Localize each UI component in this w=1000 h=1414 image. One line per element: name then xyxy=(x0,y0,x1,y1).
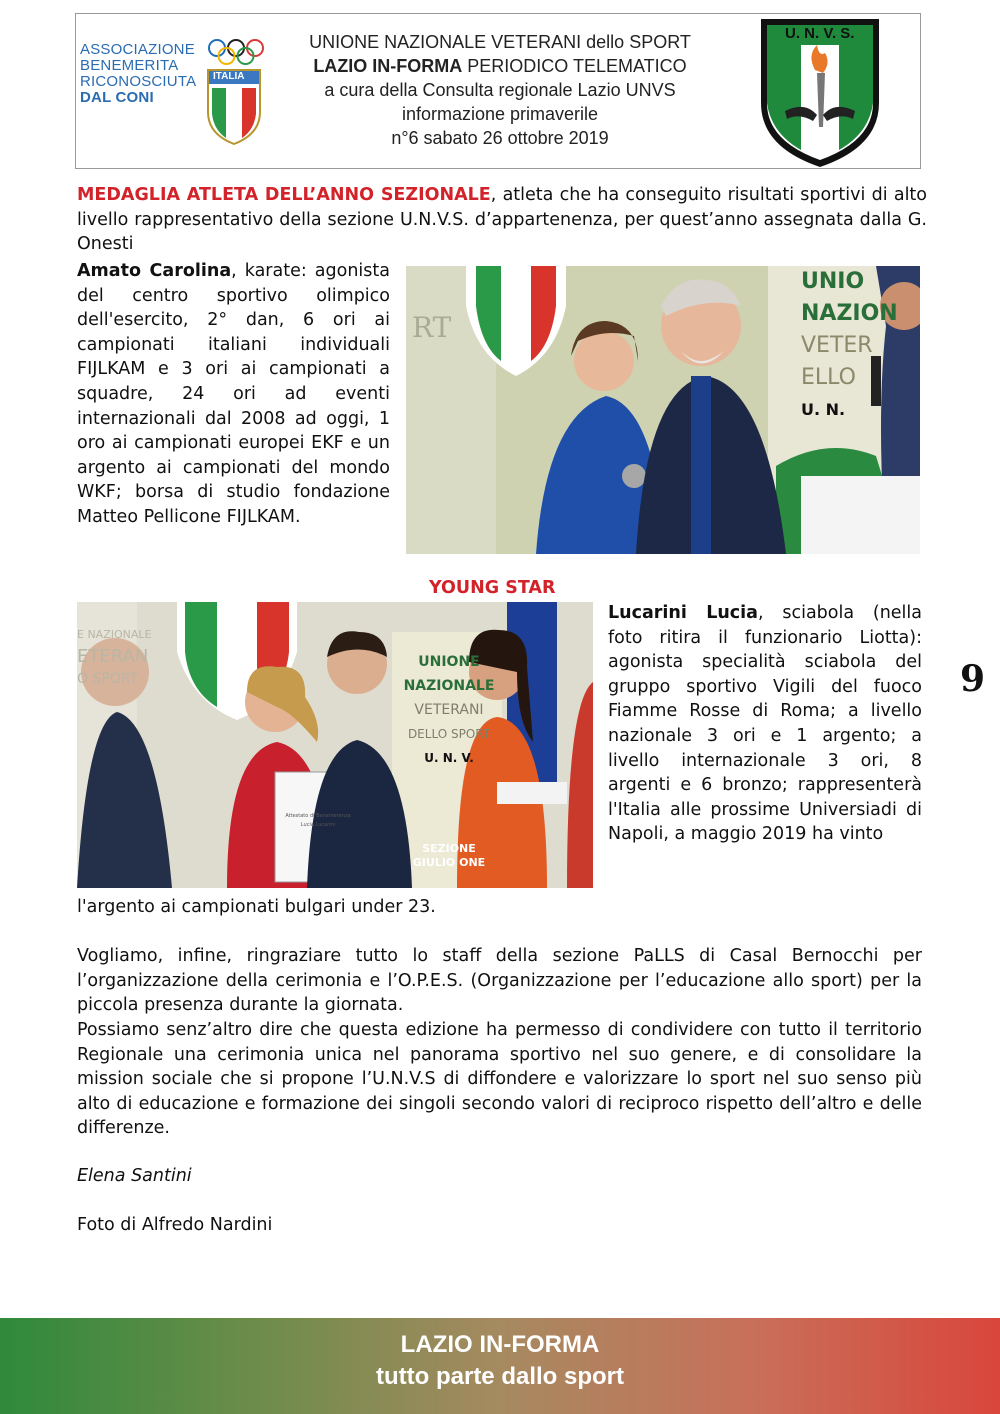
photo2-banner xyxy=(399,650,499,770)
photo2-certificate-name: Lucia Lucarini xyxy=(300,822,336,828)
photo-credit: Foto di Alfredo Nardini xyxy=(77,1215,273,1235)
coni-line-4: DAL CONI xyxy=(80,89,154,106)
young-star-title: YOUNG STAR xyxy=(429,578,556,598)
footer-title: LAZIO IN-FORMA xyxy=(400,1331,600,1358)
photo2-banner-line-2: NAZIONALE xyxy=(403,678,495,694)
header-line-1: UNIONE NAZIONALE VETERANI dello SPORT xyxy=(309,32,691,52)
young-star-heading xyxy=(429,576,589,601)
photo-award-lucarini xyxy=(77,602,593,888)
intro-heading: MEDAGLIA ATLETA DELL’ANNO SEZIONALE xyxy=(77,185,491,205)
photo2-banner-line-4: DELLO SPORT xyxy=(407,727,491,741)
photo2-banner-bottom-2: GIULIO ONE xyxy=(412,856,486,869)
athlete2-continuation: l'argento ai campionati bulgari under 23. xyxy=(77,897,436,917)
closing-paragraph-2: Possiamo senz’altro dire che questa edizione ha permesso di condividere con tutto il territorio Regionale una cerimonia unica nel panorama sportivo nel suo genere, e di consolidare la mission sociale che si propone l’U.N.V.S di diffondere e valorizzare lo sport nel suo senso più alto di educazione e formazione dei singoli secondo valori di reciproco rispetto dell’altro e delle differenze. xyxy=(77,1020,922,1139)
unvs-logo-label: U. N. V. S. xyxy=(785,25,855,42)
coni-text xyxy=(80,42,196,106)
intro-paragraph xyxy=(77,183,927,257)
photo1-wall-text: RT xyxy=(412,311,452,344)
photo2-certificate-title: Attestato di Benemerenza xyxy=(285,813,351,819)
photo2-banner-line-1: UNIONE xyxy=(418,654,480,670)
photo2-banner-bottom xyxy=(399,842,499,870)
coni-line-1: ASSOCIAZIONE xyxy=(80,41,195,58)
intro-text: , atleta che ha conseguito risultati sportivi di alto livello rappresentativo della sezione U.N.V.S. d’appartenenza, per quest’anno assegnata dalla G. Onesti xyxy=(77,185,928,255)
photo1-banner-line-4: ELLO xyxy=(801,365,856,390)
photo2-wall-line-2: ETERAN xyxy=(77,646,149,667)
header-line-2-rest: PERIODICO TELEMATICO xyxy=(462,56,687,76)
photo1-banner-line-2: NAZION xyxy=(801,301,898,326)
photo2-wall-line-1: E NAZIONALE xyxy=(77,628,152,641)
unvs-logo xyxy=(755,15,885,171)
page-number: 9 xyxy=(960,658,986,700)
photo2-certificate xyxy=(277,812,359,830)
photo2-wall-text xyxy=(77,624,151,690)
header-line-5: n°6 sabato 26 ottobre 2019 xyxy=(391,128,609,148)
coni-shield-label: ITALIA xyxy=(213,71,245,82)
header-text xyxy=(270,30,730,150)
photo-award-amato xyxy=(406,266,920,554)
athlete2-paragraph xyxy=(608,601,922,847)
photo1-banner-line-5: U. N. xyxy=(801,400,846,419)
photo-award-lucarini-image xyxy=(77,602,593,888)
photo2-wall-line-3: O SPORT xyxy=(77,671,139,687)
photo2-banner-line-5: U. N. V. xyxy=(424,751,474,765)
footer-banner xyxy=(0,1318,1000,1414)
athlete1-paragraph xyxy=(77,259,390,530)
closing-paragraph-1: Vogliamo, infine, ringraziare tutto lo staff della sezione PaLLS di Casal Bernocchi per l’organizzazione della cerimonia e l’O.P.E.S. (Organizzazione per l’educazione allo sport) per la piccola presenza durante la giornata. xyxy=(77,946,922,1016)
coni-logo xyxy=(80,38,270,146)
header-line-2-bold: LAZIO IN-FORMA xyxy=(313,56,463,76)
coni-line-2: BENEMERITA xyxy=(80,57,179,74)
footer-tagline: tutto parte dallo sport xyxy=(376,1363,624,1390)
photo2-banner-bottom-1: SEZIONE xyxy=(422,842,476,855)
header-line-2 xyxy=(270,54,730,78)
photo1-banner xyxy=(801,266,898,426)
athlete2-text: , sciabola (nella foto ritira il funzionario Liotta): agonista specialità sciabola del gruppo sportivo Vigili del fuoco Fiamme Rosse di Roma; a livello nazionale 3 ori e 1 argento; a livello internazionale 3 ori, 8 argenti e 6 bronzo; rappresenterà l'Italia alle prossime Universiadi di Napoli, a maggio 2019 ha vinto xyxy=(608,603,922,845)
author-name: Elena Santini xyxy=(77,1166,192,1186)
photo1-banner-line-1: UNIO xyxy=(801,269,865,294)
coni-line-3: RICONOSCIUTA xyxy=(80,73,197,90)
athlete1-text: , karate: agonista del centro sportivo olimpico dell'esercito, 2° dan, 6 ori ai campionati italiani individuali FIJLKAM e 3 ori ai campionati a squadre, 24 ori ad eventi internazionali dal 2008 ad oggi, 1 oro ai campionati europei EKF e un argento ai campionati del mondo WKF; borsa di studio fondazione Matteo Pellicone FIJLKAM. xyxy=(77,261,390,527)
athlete1-name: Amato Carolina xyxy=(77,261,232,281)
photo1-banner-line-3: VETER xyxy=(801,333,873,358)
photo2-banner-line-3: VETERANI xyxy=(414,702,484,718)
athlete2-name: Lucarini Lucia xyxy=(608,603,758,623)
header-line-3: a cura della Consulta regionale Lazio UNVS xyxy=(324,80,676,100)
header-line-4: informazione primaverile xyxy=(401,104,599,124)
olympic-rings-icon xyxy=(207,38,267,68)
